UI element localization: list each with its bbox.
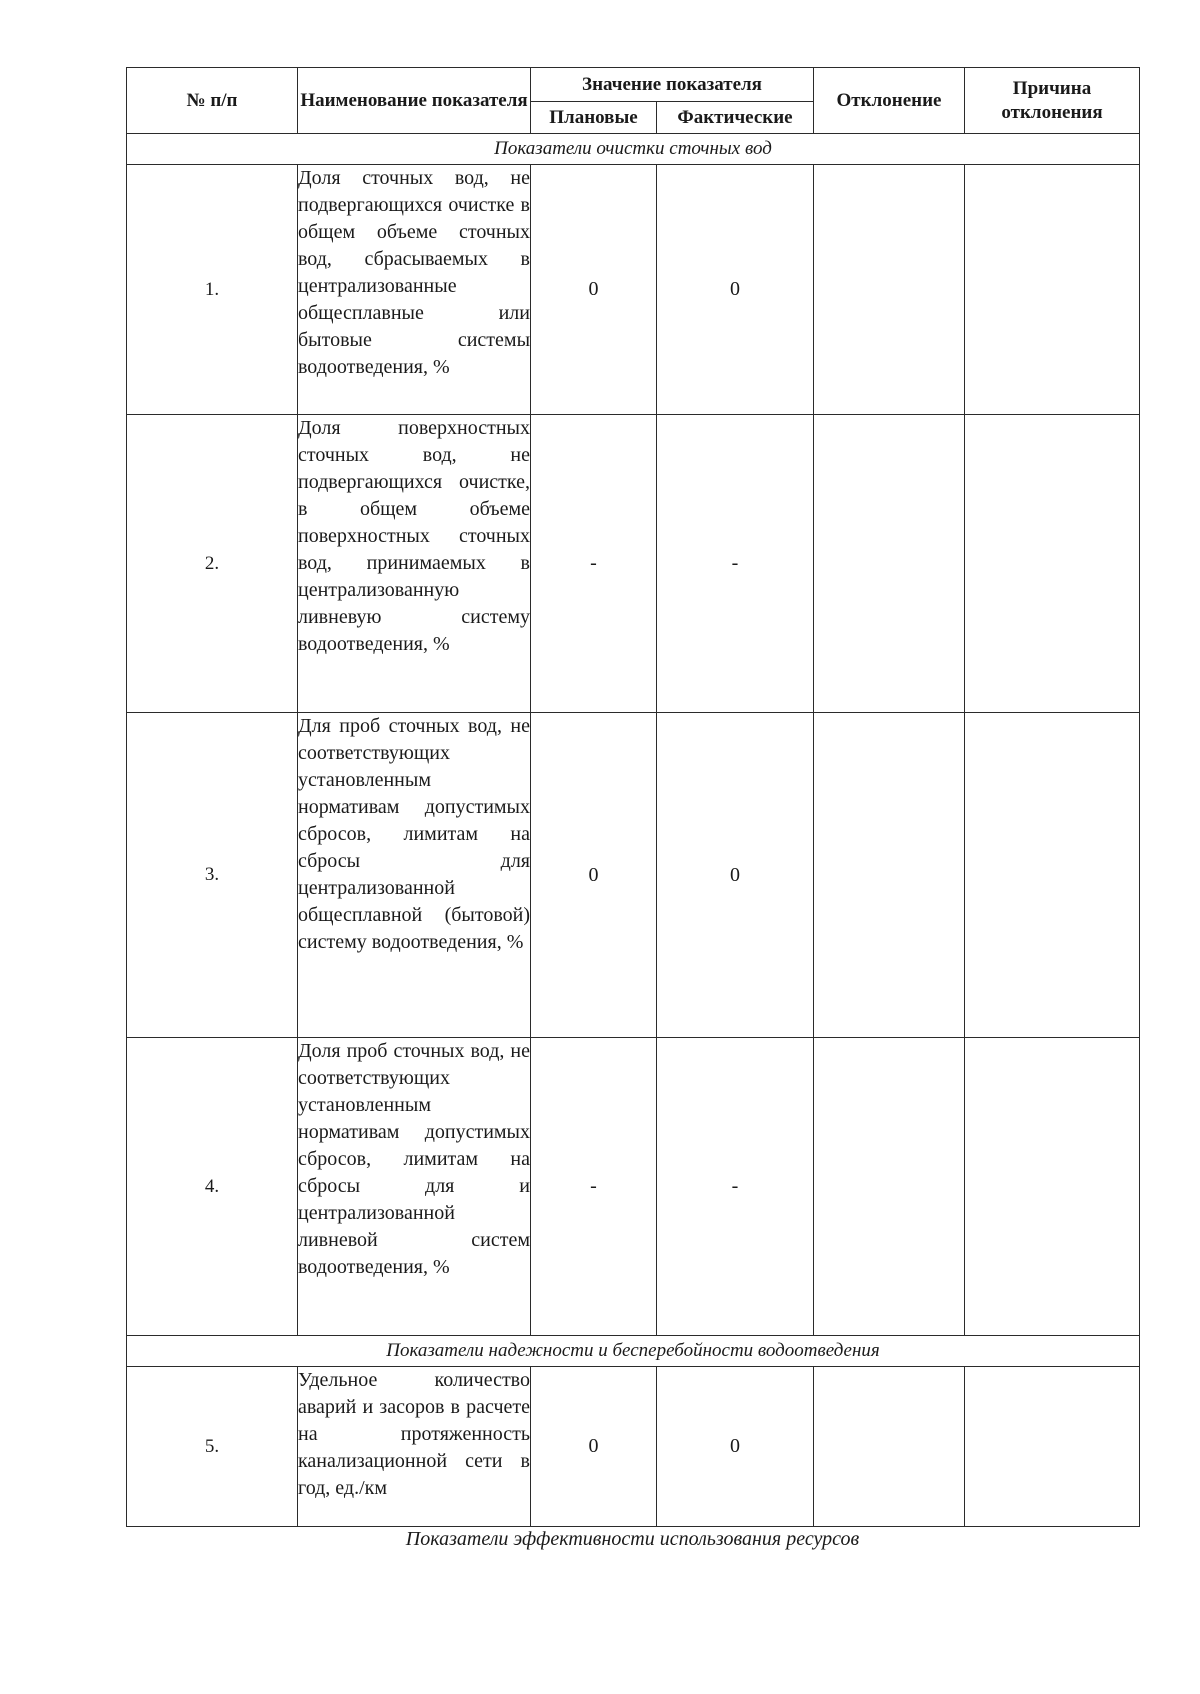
row-deviation (814, 713, 965, 1038)
row-reason (965, 415, 1140, 713)
next-section-caption: Показатели эффективности использования ресурсов (405, 1528, 860, 1550)
row-num: 4. (127, 1038, 298, 1336)
row-planned: - (531, 1038, 657, 1336)
row-num: 1. (127, 165, 298, 415)
row-name: Удельное количество аварий и засоров в расчете на протяженность канализационной сети в год, ед./км (298, 1367, 531, 1527)
row-planned: 0 (531, 165, 657, 415)
row-reason (965, 1367, 1140, 1527)
row-reason (965, 713, 1140, 1038)
header-actual: Фактические (657, 102, 814, 134)
row-num: 2. (127, 415, 298, 713)
table-row (127, 165, 1140, 415)
table-row (127, 713, 1140, 1038)
header-name: Наименование показателя (298, 68, 531, 134)
row-reason (965, 1038, 1140, 1336)
row-actual: 0 (657, 713, 814, 1038)
header-deviation: Отклонение (814, 68, 965, 134)
row-actual: - (657, 415, 814, 713)
table-row (127, 1367, 1140, 1527)
row-planned: 0 (531, 1367, 657, 1527)
row-num: 5. (127, 1367, 298, 1527)
indicators-table (126, 67, 1140, 1527)
row-name: Доля сточных вод, не подвергающихся очистке в общем объеме сточных вод, сбрасываемых в централизованные общесплавные или бытовые системы водоотведения, % (298, 165, 531, 415)
row-name: Доля проб сточных вод, не соответствующих установленным нормативам допустимых сбросов, лимитам на сбросы для и централизованной ливневой систем водоотведения, % (298, 1038, 531, 1336)
row-num: 3. (127, 713, 298, 1038)
row-deviation (814, 1367, 965, 1527)
section-title: Показатели очистки сточных вод (127, 134, 1140, 165)
table-row (127, 415, 1140, 713)
row-name: Доля поверхностных сточных вод, не подвергающихся очистке, в общем объеме поверхностных сточных вод, принимаемых в централизованную ливневую систему водоотведения, % (298, 415, 531, 713)
section-title: Показатели надежности и бесперебойности водоотведения (127, 1336, 1140, 1367)
row-deviation (814, 165, 965, 415)
row-planned: 0 (531, 713, 657, 1038)
header-planned: Плановые (531, 102, 657, 134)
header-num: № п/п (127, 68, 298, 134)
table-header (127, 68, 1140, 134)
header-reason: Причина отклонения (965, 68, 1140, 134)
row-name: Для проб сточных вод, не соответствующих установленным нормативам допустимых сбросов, лимитам на сбросы для централизованной общесплавной (бытовой) систему водоотведения, % (298, 713, 531, 1038)
row-actual: 0 (657, 165, 814, 415)
row-deviation (814, 1038, 965, 1336)
row-planned: - (531, 415, 657, 713)
row-reason (965, 165, 1140, 415)
row-actual: - (657, 1038, 814, 1336)
table-row (127, 1038, 1140, 1336)
table-body (127, 134, 1140, 1527)
row-actual: 0 (657, 1367, 814, 1527)
header-value-group: Значение показателя (531, 68, 814, 102)
row-deviation (814, 415, 965, 713)
